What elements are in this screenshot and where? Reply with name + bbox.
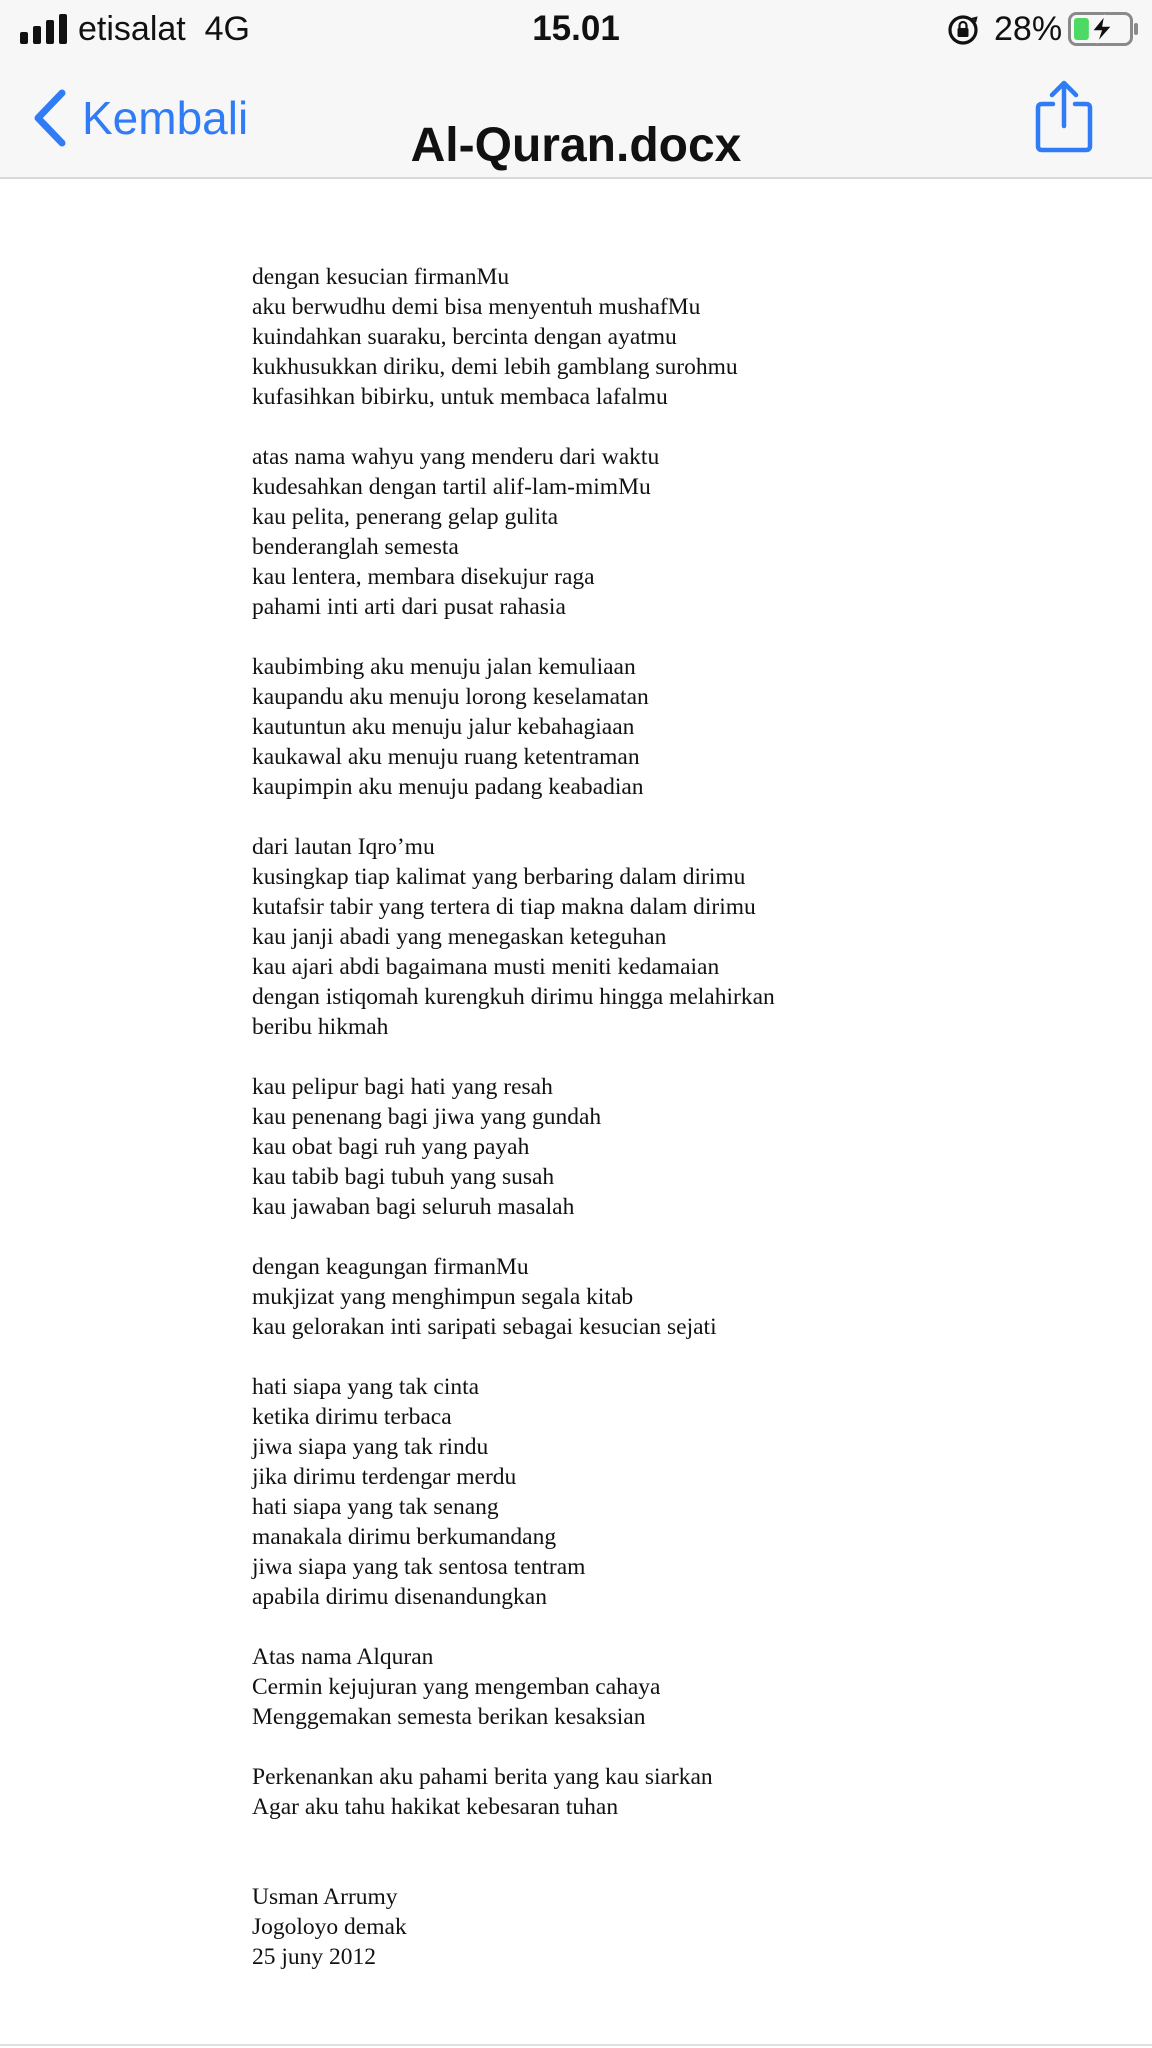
poem-line: kau janji abadi yang menegaskan keteguhan (252, 924, 667, 950)
poem-line: kuindahkan suaraku, bercinta dengan ayatmu (252, 324, 677, 350)
poem-line: Agar aku tahu hakikat kebesaran tuhan (252, 1794, 619, 1820)
poem-line: kutafsir tabir yang tertera di tiap makna dalam dirimu (252, 894, 756, 920)
poem-line: kau pelita, penerang gelap gulita (252, 504, 559, 530)
poem-line: kau penenang bagi jiwa yang gundah (252, 1104, 602, 1130)
poem-line: manakala dirimu berkumandang (252, 1524, 557, 1550)
poem-line: beribu hikmah (252, 1014, 389, 1040)
signature-line: Jogoloyo demak (252, 1914, 407, 1940)
poem-line: kaupimpin aku menuju padang keabadian (252, 774, 644, 800)
poem-line: kau ajari abdi bagaimana musti meniti kedamaian (252, 954, 720, 980)
poem-line: pahami inti arti dari pusat rahasia (252, 594, 566, 620)
battery-percent: 28% (994, 10, 1063, 48)
poem-line: dari lautan Iqro’mu (252, 834, 435, 860)
poem-stanza (252, 442, 1112, 622)
signature-line: Usman Arrumy (252, 1884, 398, 1910)
poem-line: jiwa siapa yang tak sentosa tentram (252, 1554, 586, 1580)
poem-stanza (252, 652, 1112, 802)
poem-line: kautuntun aku menuju jalur kebahagiaan (252, 714, 635, 740)
poem-stanza (252, 1372, 1112, 1612)
bottom-divider (0, 2044, 1152, 2046)
poem-line: benderanglah semesta (252, 534, 459, 560)
poem-line: Perkenankan aku pahami berita yang kau siarkan (252, 1764, 713, 1790)
signature-line: 25 juny 2012 (252, 1944, 377, 1970)
poem-line: kusingkap tiap kalimat yang berbaring dalam dirimu (252, 864, 746, 890)
poem-line: kukhusukkan diriku, demi lebih gamblang surohmu (252, 354, 738, 380)
poem-stanza (252, 1642, 1112, 1732)
poem-line: hati siapa yang tak senang (252, 1494, 499, 1520)
poem-line: kudesahkan dengan tartil alif-lam-mimMu (252, 474, 651, 500)
poem-line: jiwa siapa yang tak rindu (252, 1434, 489, 1460)
poem-stanza (252, 1762, 1112, 1822)
share-icon[interactable] (1034, 78, 1094, 154)
poem-line: kufasihkan bibirku, untuk membaca lafalmu (252, 384, 668, 410)
poem-stanza (252, 1252, 1112, 1342)
poem-line: Menggemakan semesta berikan kesaksian (252, 1704, 646, 1730)
top-bar (0, 0, 1152, 179)
carrier-name: etisalat (78, 10, 186, 48)
poem-line: kaubimbing aku menuju jalan kemuliaan (252, 654, 636, 680)
poem-line: apabila dirimu disenandungkan (252, 1584, 547, 1610)
poem-line: ketika dirimu terbaca (252, 1404, 452, 1430)
poem-line: aku berwudhu demi bisa menyentuh mushafMu (252, 294, 701, 320)
poem-line: kau tabib bagi tubuh yang susah (252, 1164, 555, 1190)
poem-line: kau gelorakan inti saripati sebagai kesucian sejati (252, 1314, 717, 1340)
status-time: 15.01 (532, 9, 620, 48)
poem-stanza (252, 262, 1112, 412)
poem-line: Cermin kejujuran yang mengemban cahaya (252, 1674, 661, 1700)
poem-line: hati siapa yang tak cinta (252, 1374, 480, 1400)
page-title: Al-Quran.docx (410, 119, 742, 172)
poem-line: mukjizat yang menghimpun segala kitab (252, 1284, 634, 1310)
status-bar (0, 0, 1152, 60)
navigation-bar (0, 60, 1152, 176)
poem-line: kau pelipur bagi hati yang resah (252, 1074, 553, 1100)
poem-line: kau obat bagi ruh yang payah (252, 1134, 530, 1160)
poem-line: dengan istiqomah kurengkuh dirimu hingga melahirkan (252, 984, 775, 1010)
poem-line: dengan keagungan firmanMu (252, 1254, 529, 1280)
poem-line: jika dirimu terdengar merdu (252, 1464, 517, 1490)
signature-block (252, 1882, 1112, 1972)
poem-line: kau lentera, membara disekujur raga (252, 564, 595, 590)
orientation-lock-icon (946, 13, 980, 47)
poem-line: kaupandu aku menuju lorong keselamatan (252, 684, 649, 710)
poem-line: dengan kesucian firmanMu (252, 264, 510, 290)
document-body (252, 262, 1112, 2002)
poem-stanza (252, 1072, 1112, 1222)
poem-line: atas nama wahyu yang menderu dari waktu (252, 444, 660, 470)
poem-line: kaukawal aku menuju ruang ketentraman (252, 744, 640, 770)
poem-line: kau jawaban bagi seluruh masalah (252, 1194, 575, 1220)
poem-stanza (252, 832, 1112, 1042)
back-label: Kembali (82, 92, 249, 144)
battery-charging-icon (1068, 12, 1140, 46)
network-type: 4G (204, 10, 250, 48)
poem-line: Atas nama Alquran (252, 1644, 434, 1670)
